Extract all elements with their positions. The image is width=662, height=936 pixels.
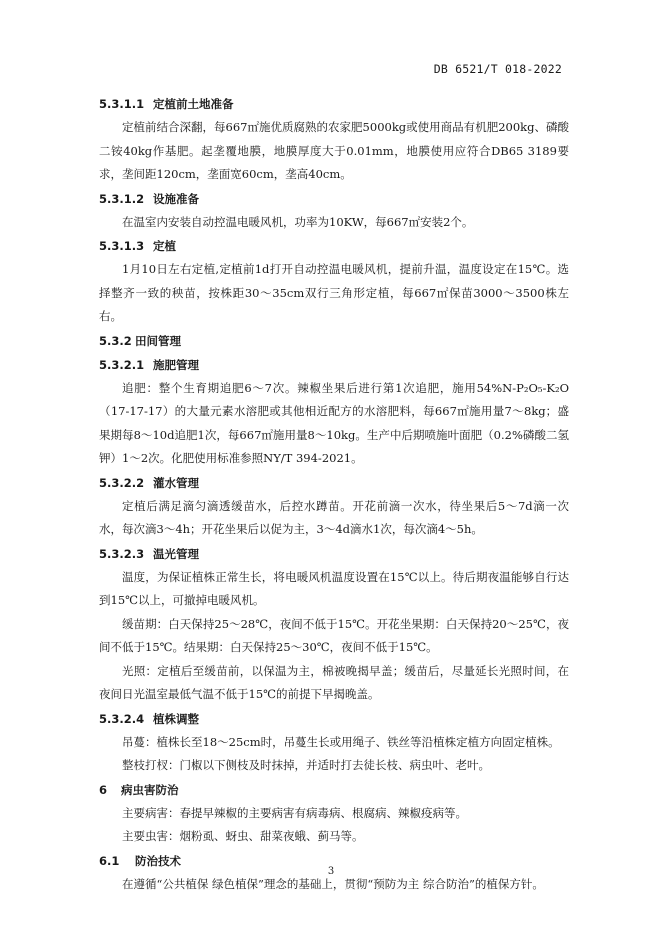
section-heading: [99, 778, 569, 802]
section-title: 定植前土地准备: [153, 97, 234, 111]
paragraph: 吊蔓：植株长至18～25cm时，吊蔓生长或用绳子、铁丝等沿植株定植方向固定植株。: [122, 734, 560, 749]
section-number: 5.3.2.1: [99, 357, 145, 372]
section-heading: [99, 353, 569, 377]
section-heading: [99, 234, 569, 258]
page-number: 3: [327, 866, 335, 877]
section-title: 施肥管理: [153, 357, 199, 372]
section-number: 6.1: [99, 853, 120, 868]
document-body: [99, 92, 569, 896]
section-number: 5.3.2.3: [99, 546, 145, 561]
paragraph: 温度，为保证植株正常生长，将电暖风机温度设置在15℃以上。待后期夜温能够自行达到15℃以上，可撤掉电暖风机。: [99, 569, 569, 607]
section-heading: [99, 471, 569, 495]
section-title: 病虫害防治: [121, 782, 179, 797]
paragraph: 主要虫害：烟粉虱、蚜虫、甜菜夜蛾、蓟马等。: [122, 829, 364, 843]
paragraph: 光照：定植后至缓苗前，以保温为主，棉被晚揭早盖；缓苗后，尽量延长光照时间，在夜间日光温室最低气温不低于15℃的前提下早揭晚盖。: [99, 663, 569, 701]
paragraph: 主要病害：春提早辣椒的主要病害有病毒病、根腐病、辣椒疫病等。: [122, 805, 467, 820]
section-number: 5.3.2.2: [99, 475, 145, 490]
document-code: DB 6521/T 018-2022: [433, 62, 562, 76]
section-number: 5.3.1.3: [99, 239, 145, 253]
paragraph: 定植后满足滴匀滴透缓苗水，后控水蹲苗。开花前滴一次水，待坐果后5～7d滴一次水，每次滴3～4h；开花坐果后以促为主，3～4d滴水1次，每次滴4～5h。: [99, 498, 569, 536]
section-heading: [99, 92, 569, 116]
section-heading: [99, 542, 569, 566]
section-title: 定植: [153, 239, 176, 253]
section-title: 植株调整: [153, 711, 199, 726]
section-number: 6: [99, 782, 108, 797]
section-number: 5.3.1.1: [99, 97, 145, 111]
section-title: 田间管理: [135, 333, 181, 348]
section-number: 5.3.2: [99, 333, 132, 348]
section-title: 温光管理: [153, 546, 199, 561]
section-title: 灌水管理: [153, 475, 199, 490]
paragraph: 定植前结合深翻，每667㎡施优质腐熟的农家肥5000kg或使用商品有机肥200kg、磷酸二铵40kg作基肥。起垄覆地膜，地膜厚度大于0.01mm，地膜使用应符合DB65 3189要求，垄间距120cm，垄面宽60cm，垄高40cm。: [99, 120, 569, 181]
section-heading: [99, 329, 569, 353]
section-number: 5.3.2.4: [99, 711, 145, 726]
paragraph: 缓苗期：白天保持25～28℃，夜间不低于15℃。开花坐果期：白天保持20～25℃，夜间不低于15℃。结果期：白天保持25～30℃，夜间不低于15℃。: [99, 616, 569, 654]
section-title: 防治技术: [135, 853, 181, 868]
section-heading: [99, 187, 569, 211]
paragraph: 1月10日左右定植,定植前1d打开自动控温电暖风机，提前升温，温度设定在15℃。选择整齐一致的秧苗，按株距30～35cm双行三角形定植，每667㎡保苗3000～3500株左右。: [99, 262, 569, 323]
section-heading: [99, 707, 569, 731]
section-title: 设施准备: [153, 191, 199, 206]
paragraph: 在温室内安装自动控温电暖风机，功率为10KW，每667㎡安装2个。: [122, 214, 474, 229]
section-number: 5.3.1.2: [99, 191, 145, 206]
paragraph: 追肥：整个生育期追肥6～7次。辣椒坐果后进行第1次追肥，施用54%N-P₂O₅-K₂O（17-17-17）的大量元素水溶肥或其他相近配方的水溶肥料，每667㎡施用量7～8kg；盛果期每8～10d追肥1次，每667㎡施用量8～10kg。生产中后期喷施叶面肥（0.2%磷酸二氢钾）1～2次。化肥使用标准参照NY/T 394-2021。: [99, 380, 569, 465]
paragraph: 在遵循“公共植保 绿色植保”理念的基础上，贯彻“预防为主 综合防治”的植保方针。: [122, 876, 544, 891]
paragraph: 整枝打杈：门椒以下侧枝及时抹掉，并适时打去徒长枝、病虫叶、老叶。: [122, 758, 490, 772]
